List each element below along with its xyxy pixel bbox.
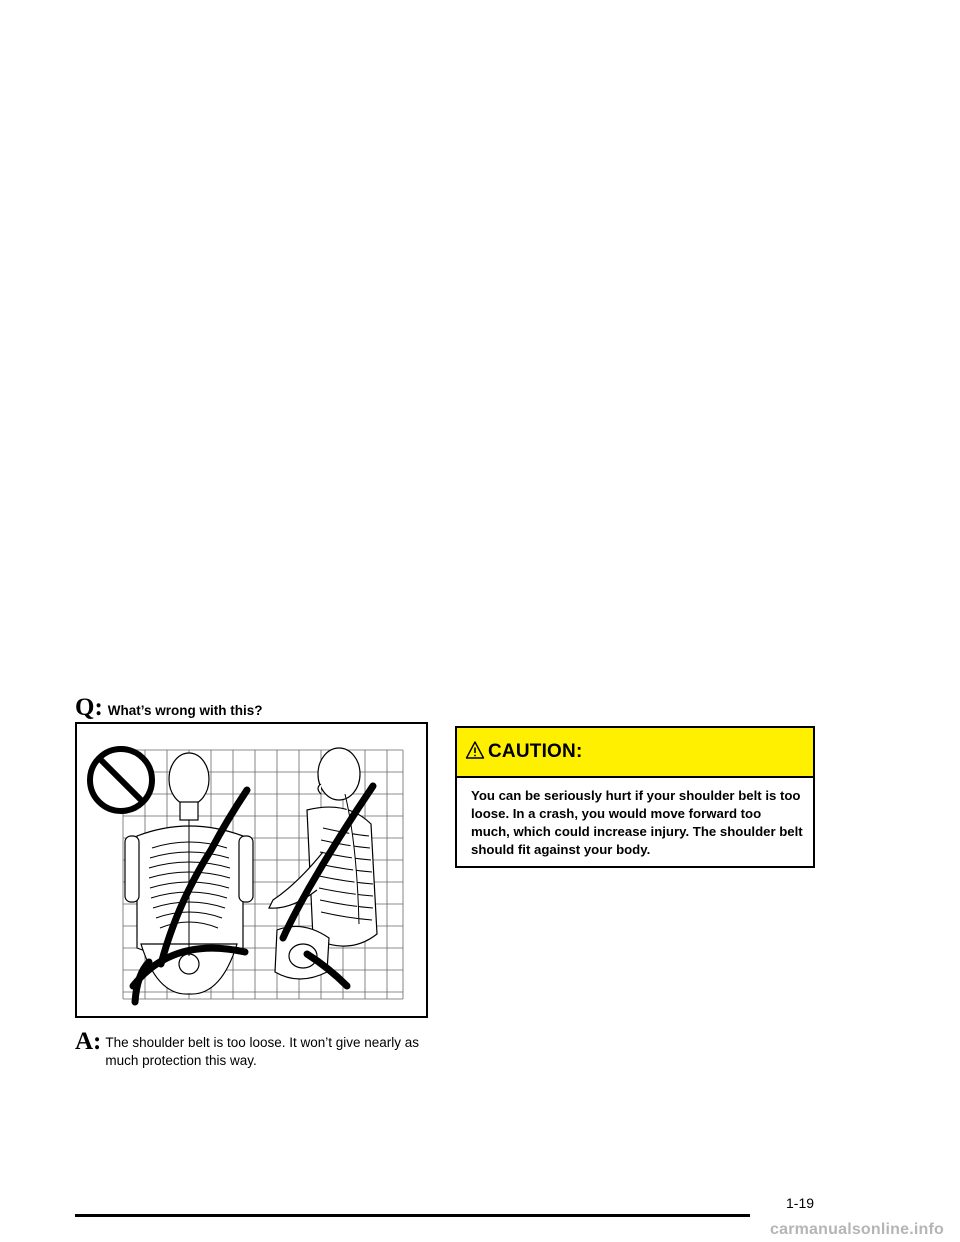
- question-letter: Q:: [75, 694, 103, 721]
- prohibited-icon: [90, 749, 152, 811]
- watermark: carmanualsonline.info: [770, 1221, 945, 1238]
- question: [75, 694, 263, 722]
- answer: [75, 1030, 445, 1070]
- answer-letter: A:: [75, 1028, 102, 1055]
- answer-text: The shoulder belt is too loose. It won’t give nearly as much protection this way.: [105, 1035, 420, 1068]
- question-text: What’s wrong with this?: [107, 703, 263, 718]
- illustration-loose-shoulder-belt: [75, 722, 428, 1018]
- page-number: 1-19: [786, 1195, 815, 1211]
- footer-rule: [75, 1214, 750, 1217]
- caution-box: [455, 726, 815, 868]
- caution-title: CAUTION:: [488, 741, 583, 762]
- caution-body: You can be seriously hurt if your shoulder belt is too loose. In a crash, you would move forward too much, which could increase injury. The shoulder belt should fit against your body.: [471, 788, 803, 857]
- warning-triangle-icon: [465, 740, 485, 760]
- caution-header: [457, 728, 813, 778]
